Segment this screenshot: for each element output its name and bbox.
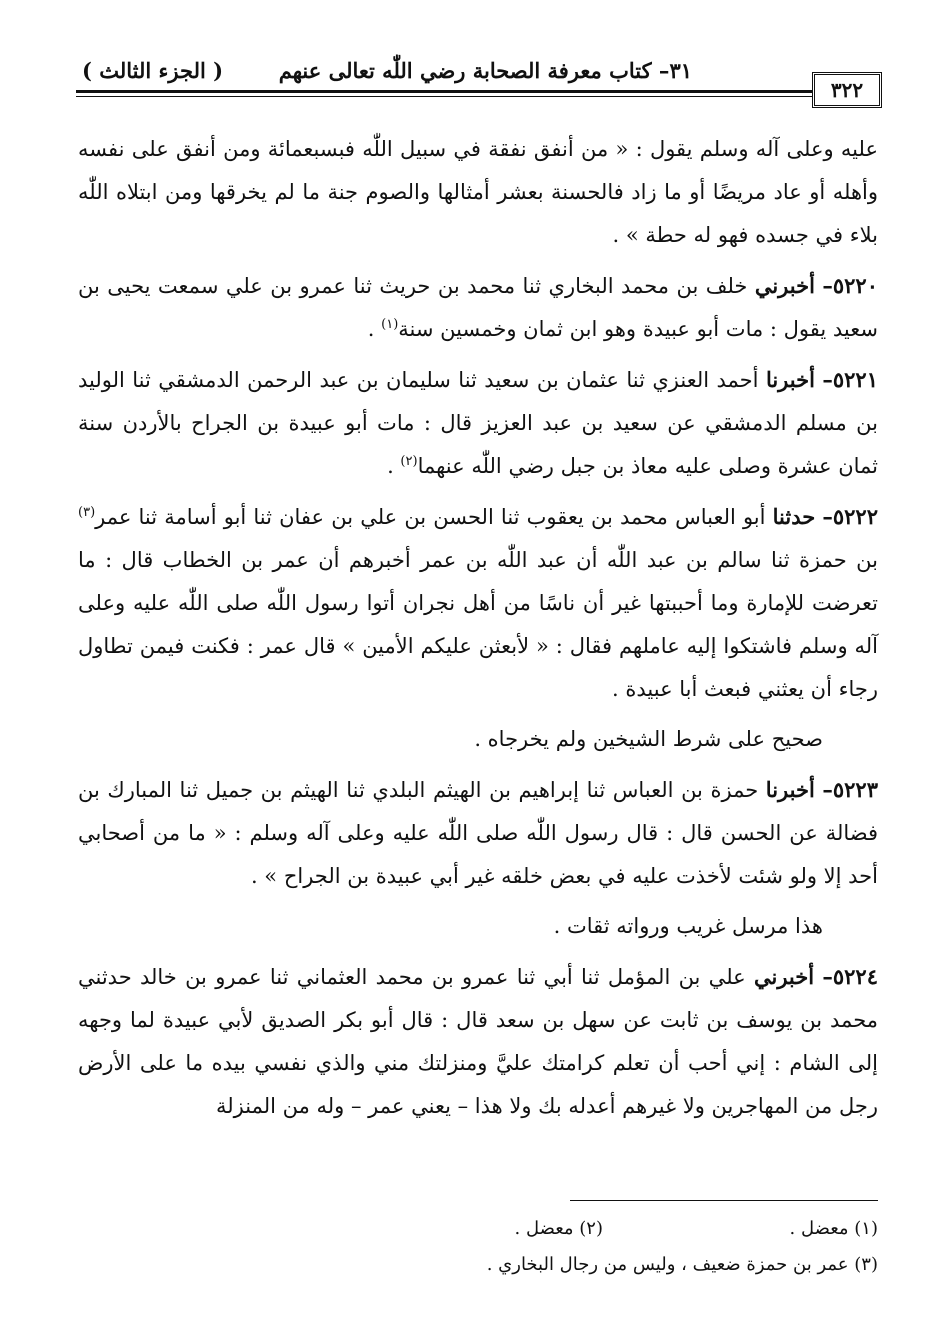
hadith-number: ٥٢٢٣– xyxy=(822,777,878,802)
footnote-rule xyxy=(570,1200,878,1201)
narration-keyword: أخبرني xyxy=(754,273,815,298)
footnote-1: (١) معضل . xyxy=(789,1218,878,1239)
grading-note xyxy=(78,905,878,948)
footnote-ref: (١) xyxy=(381,317,399,332)
page-number: ٣٢٢ xyxy=(812,72,882,108)
grading-note xyxy=(78,718,878,761)
paragraph-tail: بن حمزة ثنا سالم بن عبد اللّٰه أن عبد اللّٰه بن عمر أخبرهم أن عمر بن الخطاب قال : ما تعرضت للإمارة وما أحببتها غير أن ناسًا من أهل نجران أتوا رسول اللّٰه صلى اللّٰه عليه وعلى آله وسلم فاشتكوا إليه عاملهم فقال : « لأبعثن عليكم الأمين » قال عمر : فكنت فيمن تطاول رجاء أن يعثني فبعث أبا عبيدة . xyxy=(78,548,879,701)
hadith-paragraph xyxy=(78,495,878,711)
footnote-ref: (٣) xyxy=(78,505,96,520)
footnote-3: (٣) عمر بن حمزة ضعيف ، وليس من رجال البخاري . xyxy=(486,1254,878,1275)
footnote-2: (٢) معضل . xyxy=(514,1218,603,1239)
note-text: صحيح على شرط الشيخين ولم يخرجاه . xyxy=(474,727,823,751)
paragraph-text: حمزة بن العباس ثنا إبراهيم بن الهيثم البلدي ثنا الهيثم بن جميل ثنا المبارك بن فضالة عن الحسن قال : قال رسول اللّٰه صلى اللّٰه عليه وعلى آله وسلم : « ما من أصحابي أحد إلا ولو شئت لأخذت عليه في بعض خلقه غير أبي عبيدة بن الجراح » . xyxy=(78,778,878,888)
paragraph-text: علي بن المؤمل ثنا أبي ثنا عمرو بن محمد العثماني ثنا عمرو بن خالد حدثني محمد بن يوسف بن ثابت عن سهل بن سعد قال : قال أبو بكر الصديق لأبي عبيدة لما وجهه إلى الشام : إني أحب أن تعلم كرامتك عليَّ ومنزلتك مني والذي نفسي بيده ما على الأرض رجل من المهاجرين ولا غيرهم أعدله بك ولا هذا – يعني عمر – وله من المنزلة xyxy=(78,965,878,1118)
main-text xyxy=(78,128,878,1128)
paragraph-tail: . xyxy=(367,317,382,341)
paragraph xyxy=(78,128,878,257)
paragraph-tail: . xyxy=(387,454,401,478)
hadith-paragraph xyxy=(78,955,878,1128)
footnote-ref: (٢) xyxy=(400,454,418,469)
narration-keyword: أخبرنا xyxy=(765,777,815,802)
note-text: هذا مرسل غريب ورواته ثقات . xyxy=(553,914,823,938)
paragraph-text: خلف بن محمد البخاري ثنا محمد بن حريث ثنا عمرو بن علي سمعت يحيى بن سعيد يقول : مات أبو عبيدة وهو ابن ثمان وخمسين سنة xyxy=(78,274,878,341)
hadith-number: ٥٢٢٤– xyxy=(822,964,878,989)
header-rule-thin xyxy=(76,96,882,97)
header-rule xyxy=(76,90,882,93)
hadith-paragraph xyxy=(78,264,878,351)
paragraph-text: عليه وعلى آله وسلم يقول : « من أنفق نفقة في سبيل اللّٰه فبسبعمائة ومن أنفق على نفسه وأهله أو عاد مريضًا أو ما زاد فالحسنة بعشر أمثالها والصوم جنة ما لم يخرقها ومن ابتلاه اللّٰه بلاء في جسده فهو له حطة » . xyxy=(78,137,878,247)
paragraph-text: أبو العباس محمد بن يعقوب ثنا الحسن بن علي بن عفان ثنا أبو أسامة ثنا عمر xyxy=(95,505,766,529)
hadith-number: ٥٢٢٢– xyxy=(822,504,878,529)
hadith-paragraph xyxy=(78,768,878,898)
paragraph-text: أحمد العنزي ثنا عثمان بن سعيد ثنا سليمان بن عبد الرحمن الدمشقي ثنا الوليد بن مسلم الدمشقي عن سعيد بن عبد العزيز قال : مات أبو عبيدة بن الجراح بالأردن سنة ثمان عشرة وصلى عليه معاذ بن جبل رضي اللّٰه عنهما xyxy=(78,368,878,478)
hadith-paragraph xyxy=(78,358,878,488)
hadith-number: ٥٢٢٠– xyxy=(822,273,878,298)
narration-keyword: أخبرني xyxy=(753,964,815,989)
narration-keyword: أخبرنا xyxy=(765,367,815,392)
hadith-number: ٥٢٢١– xyxy=(822,367,878,392)
volume-label: ( الجزء الثالث ) xyxy=(82,58,224,83)
chapter-title: ٣١– كتاب معرفة الصحابة رضي اللّٰه تعالى عنهم xyxy=(278,58,692,83)
page-header xyxy=(72,52,882,102)
narration-keyword: حدثنا xyxy=(772,504,816,529)
